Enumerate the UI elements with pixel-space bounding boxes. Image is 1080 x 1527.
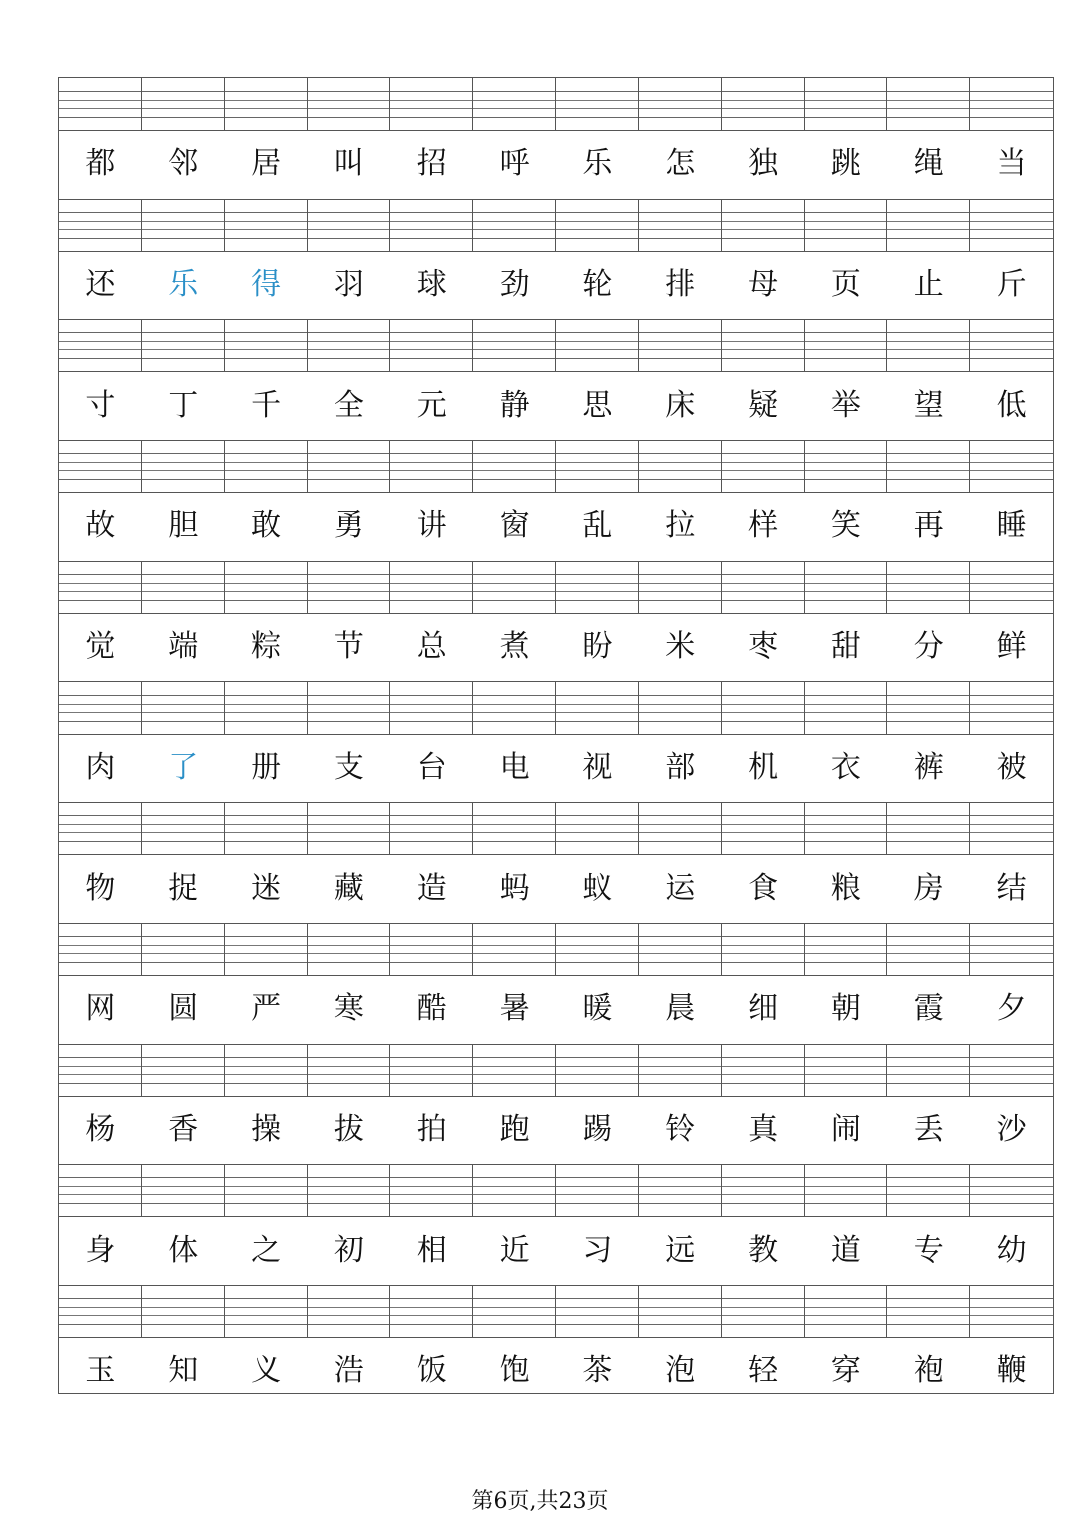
pinyin-cell[interactable] [970, 561, 1053, 613]
character: 盼 [582, 629, 613, 665]
character: 近 [499, 1232, 530, 1268]
character: 乐 [168, 267, 199, 303]
character: 思 [582, 387, 613, 423]
pinyin-cell[interactable] [225, 1285, 308, 1337]
pinyin-cell[interactable] [390, 802, 473, 854]
pinyin-cell[interactable] [887, 923, 970, 975]
pinyin-row [59, 561, 1053, 614]
pinyin-cell[interactable] [308, 440, 391, 492]
pinyin-cell[interactable] [887, 682, 970, 734]
character: 造 [416, 870, 447, 906]
pinyin-cell[interactable] [59, 561, 142, 613]
pinyin-cell[interactable] [556, 1044, 639, 1096]
character: 全 [333, 387, 364, 423]
character: 玉 [85, 1353, 116, 1389]
character: 拔 [333, 1111, 364, 1147]
character: 相 [416, 1232, 447, 1268]
character: 都 [85, 146, 116, 182]
pinyin-cell[interactable] [225, 561, 308, 613]
pinyin-cell[interactable] [556, 199, 639, 251]
pinyin-cell[interactable] [142, 802, 225, 854]
character: 朝 [830, 991, 861, 1027]
pinyin-cell[interactable] [390, 319, 473, 371]
character: 夕 [996, 991, 1027, 1027]
character-row [59, 251, 1053, 321]
pinyin-cell[interactable] [142, 561, 225, 613]
character: 分 [913, 629, 944, 665]
pinyin-cell[interactable] [722, 561, 805, 613]
character: 酷 [416, 991, 447, 1027]
pinyin-cell[interactable] [722, 1285, 805, 1337]
pinyin-cell[interactable] [639, 440, 722, 492]
pinyin-cell[interactable] [142, 1164, 225, 1216]
character: 拍 [416, 1111, 447, 1147]
pinyin-cell[interactable] [142, 319, 225, 371]
character: 食 [748, 870, 779, 906]
character: 泡 [665, 1353, 696, 1389]
pinyin-cell[interactable] [805, 561, 888, 613]
pinyin-cell[interactable] [722, 1044, 805, 1096]
pinyin-cell[interactable] [887, 1044, 970, 1096]
pinyin-cell[interactable] [59, 319, 142, 371]
character: 睡 [996, 508, 1027, 544]
character: 望 [913, 387, 944, 423]
pinyin-cell[interactable] [887, 1164, 970, 1216]
character-row [59, 492, 1053, 562]
character: 网 [85, 991, 116, 1027]
pinyin-cell[interactable] [390, 561, 473, 613]
character-row [59, 371, 1053, 441]
character: 粽 [251, 629, 282, 665]
pinyin-cell[interactable] [473, 1164, 556, 1216]
pinyin-cell[interactable] [308, 1285, 391, 1337]
character: 枣 [748, 629, 779, 665]
pinyin-cell[interactable] [556, 923, 639, 975]
pinyin-cell[interactable] [887, 561, 970, 613]
character: 物 [85, 870, 116, 906]
character: 乐 [582, 146, 613, 182]
pinyin-row [59, 319, 1053, 372]
pinyin-cell[interactable] [142, 199, 225, 251]
character: 支 [333, 749, 364, 785]
character: 饱 [499, 1353, 530, 1389]
character: 节 [333, 629, 364, 665]
character: 房 [913, 870, 944, 906]
character-row [59, 1216, 1053, 1286]
pinyin-cell[interactable] [225, 682, 308, 734]
pinyin-cell[interactable] [805, 682, 888, 734]
character: 闹 [830, 1111, 861, 1147]
character: 拉 [665, 508, 696, 544]
pinyin-cell[interactable] [639, 802, 722, 854]
pinyin-cell[interactable] [59, 1285, 142, 1337]
pinyin-cell[interactable] [722, 802, 805, 854]
pinyin-cell[interactable] [473, 802, 556, 854]
character: 低 [996, 387, 1027, 423]
pinyin-cell[interactable] [390, 1285, 473, 1337]
character: 机 [748, 749, 779, 785]
pinyin-cell[interactable] [722, 199, 805, 251]
pinyin-cell[interactable] [225, 199, 308, 251]
character: 轮 [582, 267, 613, 303]
pinyin-cell[interactable] [805, 923, 888, 975]
pinyin-cell[interactable] [805, 440, 888, 492]
pinyin-row [59, 1164, 1053, 1217]
character: 真 [748, 1111, 779, 1147]
pinyin-cell[interactable] [805, 199, 888, 251]
pinyin-cell[interactable] [887, 78, 970, 130]
character: 敢 [251, 508, 282, 544]
pinyin-cell[interactable] [887, 802, 970, 854]
pinyin-cell[interactable] [887, 199, 970, 251]
character-row [59, 130, 1053, 200]
pinyin-cell[interactable] [308, 319, 391, 371]
character: 肉 [85, 749, 116, 785]
pinyin-cell[interactable] [970, 78, 1053, 130]
pinyin-cell[interactable] [887, 319, 970, 371]
character: 胆 [168, 508, 199, 544]
character: 寒 [333, 991, 364, 1027]
character: 被 [996, 749, 1027, 785]
character: 笑 [830, 508, 861, 544]
pinyin-cell[interactable] [142, 682, 225, 734]
pinyin-cell[interactable] [556, 1164, 639, 1216]
pinyin-cell[interactable] [722, 440, 805, 492]
character: 当 [996, 146, 1027, 182]
character: 浩 [333, 1353, 364, 1389]
character: 铃 [665, 1111, 696, 1147]
pinyin-row [59, 440, 1053, 493]
pinyin-cell[interactable] [805, 1164, 888, 1216]
pinyin-cell[interactable] [308, 561, 391, 613]
character: 迷 [251, 870, 282, 906]
character: 视 [582, 749, 613, 785]
pinyin-cell[interactable] [308, 802, 391, 854]
pinyin-cell[interactable] [639, 78, 722, 130]
pinyin-cell[interactable] [556, 682, 639, 734]
pinyin-cell[interactable] [225, 1044, 308, 1096]
pinyin-cell[interactable] [390, 682, 473, 734]
character: 球 [416, 267, 447, 303]
pinyin-cell[interactable] [308, 78, 391, 130]
pinyin-cell[interactable] [805, 802, 888, 854]
pinyin-cell[interactable] [59, 199, 142, 251]
pinyin-cell[interactable] [556, 802, 639, 854]
pinyin-cell[interactable] [722, 682, 805, 734]
pinyin-cell[interactable] [142, 78, 225, 130]
pinyin-cell[interactable] [473, 440, 556, 492]
character: 寸 [85, 387, 116, 423]
page-footer: 第6页,共23页 [471, 1489, 609, 1514]
pinyin-cell[interactable] [59, 802, 142, 854]
pinyin-cell[interactable] [970, 319, 1053, 371]
pinyin-cell[interactable] [225, 1164, 308, 1216]
pinyin-row [59, 1044, 1053, 1097]
pinyin-cell[interactable] [473, 682, 556, 734]
character: 疑 [748, 387, 779, 423]
character: 细 [748, 991, 779, 1027]
character: 鞭 [996, 1353, 1027, 1389]
character: 千 [251, 387, 282, 423]
pinyin-row [59, 923, 1053, 976]
character: 羽 [333, 267, 364, 303]
pinyin-cell[interactable] [887, 1285, 970, 1337]
character-row [59, 734, 1053, 804]
pinyin-cell[interactable] [722, 1164, 805, 1216]
character: 招 [416, 146, 447, 182]
character: 母 [748, 267, 779, 303]
pinyin-cell[interactable] [142, 440, 225, 492]
pinyin-cell[interactable] [970, 440, 1053, 492]
character: 叫 [333, 146, 364, 182]
character: 远 [665, 1232, 696, 1268]
character: 轻 [748, 1353, 779, 1389]
character: 还 [85, 267, 116, 303]
character: 总 [416, 629, 447, 665]
pinyin-cell[interactable] [142, 1285, 225, 1337]
pinyin-row [59, 802, 1053, 855]
character: 穿 [830, 1353, 861, 1389]
pinyin-cell[interactable] [556, 561, 639, 613]
pinyin-cell[interactable] [142, 1044, 225, 1096]
pinyin-cell[interactable] [639, 561, 722, 613]
pinyin-cell[interactable] [639, 1285, 722, 1337]
pinyin-cell[interactable] [639, 1164, 722, 1216]
character: 元 [416, 387, 447, 423]
character: 样 [748, 508, 779, 544]
character: 严 [251, 991, 282, 1027]
pinyin-cell[interactable] [59, 78, 142, 130]
character: 运 [665, 870, 696, 906]
character: 排 [665, 267, 696, 303]
character: 独 [748, 146, 779, 182]
character: 丁 [168, 387, 199, 423]
pinyin-row [59, 1285, 1053, 1338]
pinyin-cell[interactable] [805, 319, 888, 371]
pinyin-row [59, 682, 1053, 735]
character-row [59, 613, 1053, 683]
character: 霞 [913, 991, 944, 1027]
pinyin-cell[interactable] [805, 1044, 888, 1096]
character: 沙 [996, 1111, 1027, 1147]
character: 故 [85, 508, 116, 544]
pinyin-cell[interactable] [225, 78, 308, 130]
character: 饭 [416, 1353, 447, 1389]
character: 呼 [499, 146, 530, 182]
character: 端 [168, 629, 199, 665]
pinyin-cell[interactable] [639, 682, 722, 734]
character: 踢 [582, 1111, 613, 1147]
character: 粮 [830, 870, 861, 906]
character: 暖 [582, 991, 613, 1027]
character: 米 [665, 629, 696, 665]
pinyin-cell[interactable] [473, 199, 556, 251]
pinyin-row [59, 199, 1053, 252]
character: 怎 [665, 146, 696, 182]
character: 勇 [333, 508, 364, 544]
character: 再 [913, 508, 944, 544]
character: 衣 [830, 749, 861, 785]
pinyin-cell[interactable] [556, 78, 639, 130]
pinyin-cell[interactable] [805, 1285, 888, 1337]
character-worksheet [58, 77, 1054, 1394]
character: 茶 [582, 1353, 613, 1389]
character: 觉 [85, 629, 116, 665]
character: 册 [251, 749, 282, 785]
character-row [59, 1096, 1053, 1166]
pinyin-cell[interactable] [970, 1044, 1053, 1096]
character: 窗 [499, 508, 530, 544]
character: 鲜 [996, 629, 1027, 665]
pinyin-cell[interactable] [225, 923, 308, 975]
character: 初 [333, 1232, 364, 1268]
pinyin-cell[interactable] [722, 923, 805, 975]
character: 劲 [499, 267, 530, 303]
character: 身 [85, 1232, 116, 1268]
character: 讲 [416, 508, 447, 544]
character: 床 [665, 387, 696, 423]
character: 操 [251, 1111, 282, 1147]
pinyin-cell[interactable] [639, 319, 722, 371]
character: 之 [251, 1232, 282, 1268]
character: 煮 [499, 629, 530, 665]
character: 举 [830, 387, 861, 423]
character: 袍 [913, 1353, 944, 1389]
character: 义 [251, 1353, 282, 1389]
character: 绳 [913, 146, 944, 182]
pinyin-cell[interactable] [473, 561, 556, 613]
pinyin-cell[interactable] [225, 319, 308, 371]
character: 杨 [85, 1111, 116, 1147]
pinyin-cell[interactable] [473, 319, 556, 371]
character: 香 [168, 1111, 199, 1147]
character: 专 [913, 1232, 944, 1268]
character: 捉 [168, 870, 199, 906]
character: 知 [168, 1353, 199, 1389]
character: 体 [168, 1232, 199, 1268]
pinyin-cell[interactable] [970, 923, 1053, 975]
pinyin-cell[interactable] [556, 1285, 639, 1337]
character: 了 [168, 749, 199, 785]
pinyin-cell[interactable] [390, 1164, 473, 1216]
pinyin-cell[interactable] [805, 78, 888, 130]
pinyin-cell[interactable] [970, 682, 1053, 734]
character: 蚂 [499, 870, 530, 906]
pinyin-cell[interactable] [308, 1164, 391, 1216]
character: 电 [499, 749, 530, 785]
character: 跑 [499, 1111, 530, 1147]
character: 暑 [499, 991, 530, 1027]
pinyin-cell[interactable] [308, 199, 391, 251]
character: 幼 [996, 1232, 1027, 1268]
pinyin-cell[interactable] [142, 923, 225, 975]
pinyin-cell[interactable] [639, 1044, 722, 1096]
character: 习 [582, 1232, 613, 1268]
character: 乱 [582, 508, 613, 544]
character: 止 [913, 267, 944, 303]
character: 圆 [168, 991, 199, 1027]
pinyin-cell[interactable] [390, 199, 473, 251]
pinyin-cell[interactable] [59, 1044, 142, 1096]
pinyin-cell[interactable] [390, 923, 473, 975]
pinyin-cell[interactable] [473, 78, 556, 130]
pinyin-cell[interactable] [556, 440, 639, 492]
character-row [59, 1337, 1053, 1406]
character: 蚁 [582, 870, 613, 906]
character: 裤 [913, 749, 944, 785]
pinyin-cell[interactable] [970, 199, 1053, 251]
pinyin-cell[interactable] [473, 1285, 556, 1337]
pinyin-cell[interactable] [970, 802, 1053, 854]
pinyin-cell[interactable] [308, 682, 391, 734]
character: 页 [830, 267, 861, 303]
pinyin-cell[interactable] [308, 923, 391, 975]
pinyin-cell[interactable] [970, 1285, 1053, 1337]
pinyin-cell[interactable] [887, 440, 970, 492]
character: 得 [251, 267, 282, 303]
pinyin-cell[interactable] [639, 199, 722, 251]
character: 静 [499, 387, 530, 423]
character: 结 [996, 870, 1027, 906]
pinyin-cell[interactable] [308, 1044, 391, 1096]
pinyin-cell[interactable] [970, 1164, 1053, 1216]
character: 居 [251, 146, 282, 182]
character: 跳 [830, 146, 861, 182]
pinyin-cell[interactable] [59, 1164, 142, 1216]
character: 丢 [913, 1111, 944, 1147]
pinyin-cell[interactable] [59, 923, 142, 975]
pinyin-cell[interactable] [225, 802, 308, 854]
character: 斤 [996, 267, 1027, 303]
pinyin-cell[interactable] [390, 1044, 473, 1096]
pinyin-row [59, 78, 1053, 131]
character: 藏 [333, 870, 364, 906]
character: 邻 [168, 146, 199, 182]
character-row [59, 975, 1053, 1045]
character: 部 [665, 749, 696, 785]
pinyin-cell[interactable] [722, 319, 805, 371]
character: 台 [416, 749, 447, 785]
character: 晨 [665, 991, 696, 1027]
character: 甜 [830, 629, 861, 665]
pinyin-cell[interactable] [59, 440, 142, 492]
pinyin-cell[interactable] [639, 923, 722, 975]
pinyin-cell[interactable] [473, 1044, 556, 1096]
pinyin-cell[interactable] [473, 923, 556, 975]
pinyin-cell[interactable] [556, 319, 639, 371]
pinyin-cell[interactable] [59, 682, 142, 734]
pinyin-cell[interactable] [390, 78, 473, 130]
character: 道 [830, 1232, 861, 1268]
pinyin-cell[interactable] [722, 78, 805, 130]
pinyin-cell[interactable] [225, 440, 308, 492]
pinyin-cell[interactable] [390, 440, 473, 492]
character: 教 [748, 1232, 779, 1268]
character-row [59, 854, 1053, 924]
